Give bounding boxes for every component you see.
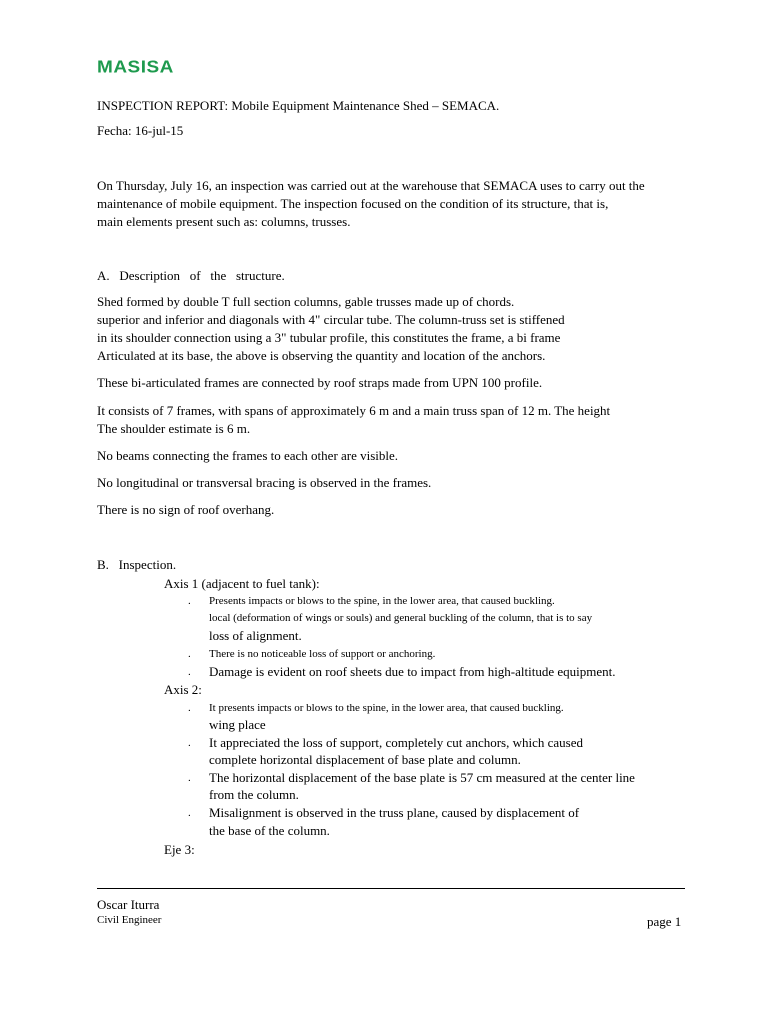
dot-bullet: . <box>188 595 191 607</box>
section-a-p3-line: The shoulder estimate is 6 m. <box>97 421 251 436</box>
axis2-item1-line: It presents impacts or blows to the spine, in the lower area, that caused buckling. <box>209 702 564 714</box>
axis1-item1-line: local (deformation of wings or souls) and general buckling of the column, that is to say <box>209 612 593 624</box>
section-a-p1-line: Shed formed by double T full section columns, gable trusses made up of chords. <box>97 294 515 309</box>
dot-bullet: . <box>188 772 191 784</box>
dot-bullet: . <box>188 702 191 714</box>
dot-bullet: . <box>188 648 191 660</box>
author-name: Oscar Iturra <box>97 897 160 912</box>
section-a-p4: No beams connecting the frames to each other are visible. <box>97 448 399 463</box>
report-title: INSPECTION REPORT: Mobile Equipment Maintenance Shed – SEMACA. <box>97 98 500 113</box>
section-a-p1-line: Articulated at its base, the above is observing the quantity and location of the anchors. <box>97 348 546 363</box>
section-a-heading: A. Description of the structure. <box>97 268 285 283</box>
axis2-item2-line: It appreciated the loss of support, completely cut anchors, which caused <box>209 735 583 750</box>
axis2-label: Axis 2: <box>164 682 202 697</box>
axis2-item4-line: Misalignment is observed in the truss plane, caused by displacement of <box>209 805 580 820</box>
dot-bullet: . <box>188 737 191 749</box>
section-a-p1-line: superior and inferior and diagonals with 4" circular tube. The column-truss set is stiffened <box>97 312 565 327</box>
report-date: Fecha: 16-jul-15 <box>97 123 184 138</box>
axis2-item3-line: The horizontal displacement of the base plate is 57 cm measured at the center line <box>209 770 635 785</box>
section-a-p1-line: in its shoulder connection using a 3" tubular profile, this constitutes the frame, a bi frame <box>97 330 561 345</box>
intro-line: main elements present such as: columns, trusses. <box>97 214 351 229</box>
page-number: page 1 <box>647 914 682 929</box>
axis2-item3-line: from the column. <box>209 787 299 802</box>
dot-bullet: . <box>188 807 191 819</box>
section-a-p5: No longitudinal or transversal bracing is observed in the frames. <box>97 475 432 490</box>
axis2-item2-line: complete horizontal displacement of base plate and column. <box>209 752 521 767</box>
axis1-item3: Damage is evident on roof sheets due to impact from high-altitude equipment. <box>209 664 616 679</box>
intro-line: On Thursday, July 16, an inspection was carried out at the warehouse that SEMACA uses to carry out the <box>97 178 645 193</box>
axis1-item2: There is no noticeable loss of support or anchoring. <box>209 648 436 660</box>
company-logo: MASISA <box>97 58 174 78</box>
dot-bullet: . <box>188 666 191 678</box>
axis1-item1-line: loss of alignment. <box>209 628 302 643</box>
axis3-label: Eje 3: <box>164 842 195 857</box>
intro-line: maintenance of mobile equipment. The inspection focused on the condition of its structure, that is, <box>97 196 609 211</box>
axis2-item4-line: the base of the column. <box>209 823 330 838</box>
section-a-p6: There is no sign of roof overhang. <box>97 502 275 517</box>
axis2-item1-line: wing place <box>209 717 266 732</box>
author-role: Civil Engineer <box>97 914 162 926</box>
axis1-label: Axis 1 (adjacent to fuel tank): <box>164 576 320 591</box>
section-b-heading: B. Inspection. <box>97 557 177 572</box>
axis1-item1-line: Presents impacts or blows to the spine, in the lower area, that caused buckling. <box>209 595 555 607</box>
footer-divider <box>97 888 685 889</box>
section-a-p2: These bi-articulated frames are connected by roof straps made from UPN 100 profile. <box>97 375 543 390</box>
section-a-p3-line: It consists of 7 frames, with spans of approximately 6 m and a main truss span of 12 m. The height <box>97 403 611 418</box>
